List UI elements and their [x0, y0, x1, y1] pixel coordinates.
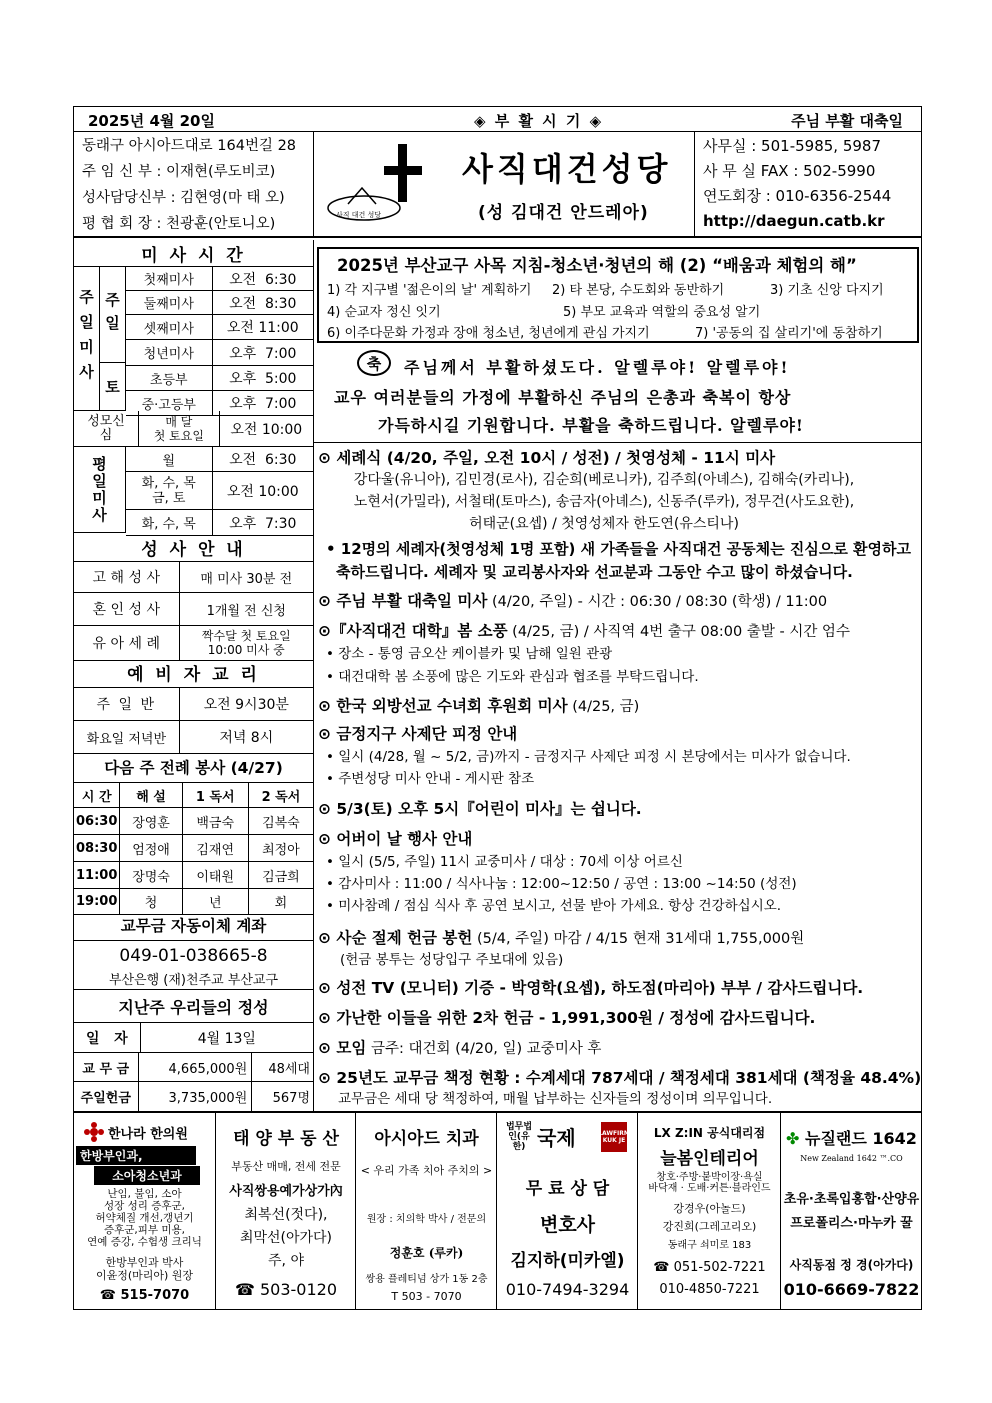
mass-row: 화, 수, 목 오후 7:30	[126, 510, 313, 536]
clinic-name: 한나라 한의원	[108, 1126, 188, 1142]
catechism-row: 화요일 저녁반 저녁 8시	[74, 721, 313, 754]
law-phone: 010-7494-3294	[505, 1280, 630, 1299]
church-staff	[74, 132, 314, 236]
transfer-bank: 부산은행 (재)천주교 부산교구	[74, 968, 313, 990]
council-president: 평 협 회 장 : 천광훈(안토니오)	[82, 216, 276, 232]
sunday-name: 주님 부활 대축일	[791, 112, 903, 130]
dental-name: 아시아드 치과	[374, 1129, 479, 1149]
interior-address: 동래구 쇠미로 183	[667, 1240, 752, 1251]
mass-row: 둘째미사 오전 8:30	[126, 291, 313, 315]
notice-lent-offering: ⊙ 사순 절제 헌금 봉헌 (5/4, 주일) 마감 / 4/15 현재 31세대 1,755,000원	[318, 929, 805, 947]
mass-row: 중·고등부 오후 7:00	[126, 391, 313, 416]
easter-badge: 축	[357, 350, 391, 376]
guideline-title: 2025년 부산교구 사목 지침-청소년·청년의 해 (2) “배움과 체험의 해”	[337, 256, 857, 275]
realty-person-1: 최복선(젓다),	[244, 1207, 328, 1223]
dental-doctor: 원장 : 치의학 박사 / 전문의	[366, 1214, 487, 1225]
transfer-title: 교무금 자동이체 계좌	[74, 910, 313, 941]
law-prefix: 법무법인(유한)	[505, 1122, 533, 1152]
catechism-table	[74, 688, 313, 754]
interior-services: 창호·주방·붙박이장·욕실 바닥재 · 도배·커튼·블라인드	[648, 1172, 771, 1194]
notice-tv-donation: ⊙ 성전 TV (모니터) 기증 - 박영학(요셉), 하도점(마리아) 부부 / 감사드립니다.	[318, 979, 864, 997]
law-free-consult: 무 료 상 담	[525, 1179, 610, 1199]
ad-dental	[355, 1112, 496, 1310]
church-logo	[326, 144, 426, 224]
clinic-doctor: 한방부인과 박사 이윤정(마리아) 원장	[95, 1256, 194, 1282]
service-row: 08:30 엄정애 김재연 최정아	[74, 835, 313, 862]
store-products-1: 초유·초록입홍합·산양유	[783, 1192, 920, 1207]
realty-person-2: 최막선(아가다)	[239, 1230, 333, 1246]
baptism-names: 강다울(유니아), 김민경(로사), 김순희(베로니카), 김주희(아녜스), 김해숙(카리나), 노현서(가밀라), 서철태(토마스), 송금자(아녜스), 신동주(루카), 정무건(사도요한), 허태군(요셉) / 첫영성체자 한도연(유스티나)	[353, 472, 855, 532]
header-bar	[74, 107, 921, 132]
dues-note: 교무금은 세대 당 책정하여, 매월 납부하는 신자들의 정성이며 의무입니다.	[338, 1091, 773, 1107]
realty-name: 태 양 부 동 산	[233, 1129, 339, 1149]
sacrament-row: 유 아 세 례 짝수달 첫 토요일 10:00 미사 중	[74, 626, 313, 661]
ad-interior	[637, 1112, 780, 1310]
clinic-dept-1: 한방부인과,	[76, 1146, 196, 1165]
guideline-line-3: 6) 이주다문화 가정과 장애 청소년, 청년에게 관심 가지기 7) '공동의 집 살리기'에 동참하기	[327, 326, 883, 341]
offering-date-row: 일 자 4월 13일	[74, 1023, 313, 1053]
service-row: 11:00 장명숙 이태원 김금희	[74, 862, 313, 889]
store-phone: 010-6669-7822	[783, 1280, 920, 1299]
easter-line-2: 교우 여러분들의 가정에 부활하신 주님의 은총과 축복이 항상	[334, 388, 792, 407]
ad-law-firm	[496, 1112, 637, 1310]
logo-caption: 사직 대건 성당	[336, 211, 382, 219]
easter-line-3: 가득하시길 기원합니다. 부활을 축하드립니다. 알렐루야!	[378, 416, 804, 435]
clinic-services: 난임, 불임, 소아 성장 성리 증후군, 허약체질 개선,갱년기 증후군,피부 미용, 연예 증강, 수험생 크리닉	[87, 1188, 202, 1248]
store-english: New Zealand 1642 ™.CO	[800, 1154, 903, 1163]
lent-offering-note: (헌금 봉투는 성당입구 주보대에 있음)	[340, 952, 564, 968]
saturday-label: 토	[100, 363, 126, 411]
issue-date: 2025년 4월 20일	[88, 112, 215, 130]
law-person: 김지하(미카엘)	[510, 1251, 625, 1271]
church-name: 사직대건성당	[462, 150, 672, 188]
easter-divider	[314, 442, 921, 443]
notice-picnic: ⊙『사직대건 대학』봄 소풍 (4/25, 금) / 사직역 4번 출구 08:00 출발 - 시간 엄수	[318, 622, 850, 640]
mass-row: 첫째미사 오전 6:30	[126, 267, 313, 291]
transfer-account: 049-01-038665-8	[119, 946, 268, 966]
sunday-mass-table	[126, 267, 313, 416]
church-address: 동래구 아시아드대로 164번길 28	[82, 138, 297, 154]
dental-signature: 정훈호 (루카)	[389, 1246, 464, 1260]
mass-row: 셋째미사 오전 11:00	[126, 315, 313, 340]
ad-oriental-clinic	[74, 1112, 215, 1310]
guideline-line-1: 1) 각 지구별 '젊은이의 날' 계획하기 2) 타 본당, 수도회와 동반하기 3) 기초 신앙 다지기	[327, 283, 884, 298]
parents-day-note: • 미사참례 / 점심 식사 후 공연 보시고, 선물 받아 가세요. 항상 건강하십시오.	[326, 898, 782, 914]
clinic-name-row	[84, 1122, 188, 1142]
notice-dues-status: ⊙ 25년도 교무금 책정 현황 : 수계세대 787세대 / 책정세대 381세대 (책정율 48.4%)	[318, 1069, 922, 1087]
picnic-note: • 대건대학 봄 소풍에 많은 기도와 관심과 협조를 부탁드립니다.	[326, 669, 699, 685]
dental-slogan: < 우리 가족 치아 주치의 >	[360, 1164, 493, 1177]
notice-meetings: ⊙ 모임 금주: 대건회 (4/20, 일) 교중미사 후	[318, 1039, 602, 1057]
realty-place: 사직쌍용예가상가內	[229, 1184, 343, 1199]
mass-row: 화, 수, 목 금, 토 오전 10:00	[126, 472, 313, 510]
notice-children-mass: ⊙ 5/3(토) 오후 5시『어린이 미사』는 쉽니다.	[318, 800, 642, 818]
notice-baptism: ⊙ 세례식 (4/20, 주일, 오전 10시 / 성전) / 첫영성체 - 11시 미사	[318, 449, 776, 467]
church-patron: (성 김대건 안드레아)	[478, 203, 649, 223]
law-name: 국제	[537, 1126, 576, 1150]
offering-row: 주일헌금 3,735,000원 567명	[74, 1082, 313, 1111]
law-lawyer: 변호사	[539, 1214, 596, 1236]
interior-phone-2: 010-4850-7221	[659, 1282, 760, 1297]
service-header-row: 시 간 해 설 1 독서 2 독서	[74, 783, 313, 808]
pastor: 주 임 신 부 : 이재현(루도비코)	[82, 164, 276, 180]
mass-row: 초등부 오후 5:00	[126, 366, 313, 391]
weekday-mass-label: 평일미사	[74, 447, 126, 533]
clinic-dept-2: 소아청소년과	[94, 1166, 200, 1185]
interior-person-1: 강경우(아놀드)	[673, 1202, 746, 1215]
liturgical-season: ◈ 부 활 시 기 ◈	[474, 112, 604, 130]
realty-sub: 부동산 매매, 전세 전문	[231, 1160, 341, 1173]
retreat-date: • 일시 (4/28, 월 ~ 5/2, 금)까지 - 금정지구 사제단 피정 시 본당에서는 미사가 없습니다.	[326, 749, 851, 765]
marian-devotion-row: 성모신심 매 달 첫 토요일 오전 10:00	[74, 411, 313, 447]
dental-phone: T 503 - 7070	[391, 1290, 462, 1303]
store-name: ✤ 뉴질랜드 1642	[786, 1129, 917, 1148]
offering-row: 교 무 금 4,665,000원 48세대	[74, 1053, 313, 1082]
interior-name: 늘봄인테리어	[660, 1149, 759, 1169]
assistant-priest: 성사담당신부 : 김현영(마 태 오)	[82, 190, 285, 206]
interior-phone-1: ☎ 051-502-7221	[653, 1260, 766, 1275]
sunday-mass-label	[74, 267, 100, 411]
baptism-note-1: • 12명의 세례자(첫영성체 1명 포함) 새 가족들을 사직대건 공동체는 진심으로 환영하고	[326, 540, 912, 558]
service-row: 19:00 청 년 회	[74, 889, 313, 915]
offering-title: 지난주 우리들의 정성	[74, 990, 313, 1023]
church-contacts	[694, 132, 921, 236]
guideline-box	[317, 247, 919, 343]
notice-second-collection: ⊙ 가난한 이들을 위한 2차 헌금 - 1,991,300원 / 정성에 감사드립니다.	[318, 1009, 816, 1027]
notice-mission-mass: ⊙ 한국 외방선교 수녀회 후원회 미사 (4/25, 금)	[318, 697, 640, 715]
notice-parents-day: ⊙ 어버이 날 행사 안내	[318, 830, 473, 848]
sunday-label: 주일	[100, 267, 126, 363]
baptism-note-2: 축하드립니다. 세례자 및 교리봉사자와 선교분과 그동안 수고 많이 하셨습니다.	[336, 563, 853, 581]
retreat-note: • 주변성당 미사 안내 - 게시판 참조	[326, 771, 535, 787]
store-branch: 사직동점 정 경(아가다)	[789, 1258, 914, 1272]
sacrament-row: 혼 인 성 사 1개월 전 신청	[74, 593, 313, 626]
store-products-2: 프로폴리스·마누카 꿀	[790, 1216, 913, 1231]
realty-phone: ☎ 503-0120	[234, 1280, 338, 1299]
catechism-title: 예 비 자 교 리	[74, 658, 313, 688]
service-title: 다음 주 전례 봉사 (4/27)	[74, 752, 313, 783]
catechism-row: 주 일 반 오전 9시30분	[74, 688, 313, 721]
sacrament-title: 성 사 안 내	[74, 533, 313, 562]
sacrament-table	[74, 562, 313, 661]
easter-line-1: 주님께서 부활하셨도다. 알렐루야! 알렐루야!	[404, 358, 791, 377]
notice-easter-mass: ⊙ 주님 부활 대축일 미사 (4/20, 주일) - 시간 : 06:30 / 08:30 (학생) / 11:00	[318, 592, 828, 610]
website-link[interactable]: http://daegun.catb.kr	[703, 212, 885, 230]
notice-retreat: ⊙ 금정지구 사제단 피정 안내	[318, 725, 518, 743]
ad-health-store	[780, 1112, 921, 1310]
mass-row: 청년미사 오후 7:00	[126, 340, 313, 366]
parents-day-date: • 일시 (5/5, 주일) 11시 교중미사 / 대상 : 70세 이상 어르신	[326, 854, 683, 870]
picnic-place: • 장소 - 통영 금오산 케이블카 및 남해 일원 관광	[326, 646, 613, 662]
interior-brand: LX Z:IN 공식대리점	[653, 1126, 766, 1140]
service-table	[74, 783, 313, 915]
interior-person-2: 강진희(그레고리오)	[662, 1220, 757, 1233]
flower-icon	[84, 1122, 104, 1142]
parents-day-schedule: • 감사미사 : 11:00 / 식사나눔 : 12:00~12:50 / 공연 : 13:00 ~14:50 (성전)	[326, 876, 797, 892]
sunday-mass-label-text: 주일미사	[77, 288, 95, 389]
church-info-block	[74, 132, 921, 238]
weekday-mass-table	[126, 447, 313, 536]
left-column	[74, 240, 314, 1111]
sacrament-row: 고 해 성 사 매 미사 30분 전	[74, 562, 313, 593]
office-fax: 사 무 실 FAX : 502-5990	[703, 162, 876, 180]
clinic-phone: ☎ 515-7070	[99, 1288, 190, 1303]
service-row: 06:30 장영훈 백금숙 김복숙	[74, 808, 313, 835]
office-phone: 사무실 : 501-5985, 5987	[703, 137, 881, 155]
choir-phone: 연도회장 : 010-6356-2544	[703, 187, 892, 205]
guideline-line-2: 4) 순교자 정신 잇기 5) 부모 교육과 역할의 중요성 알기	[327, 305, 761, 320]
leaf-icon: ✤	[786, 1129, 800, 1148]
mass-row: 월 오전 6:30	[126, 447, 313, 472]
ad-real-estate	[215, 1112, 355, 1310]
mass-times-title: 미 사 시 간	[74, 240, 313, 267]
realty-hours: 주, 야	[268, 1253, 304, 1269]
dental-address: 쌍용 플레티넘 상가 1동 2층	[365, 1274, 488, 1285]
law-stamp: LAWFIRM KUK JE	[601, 1122, 627, 1152]
